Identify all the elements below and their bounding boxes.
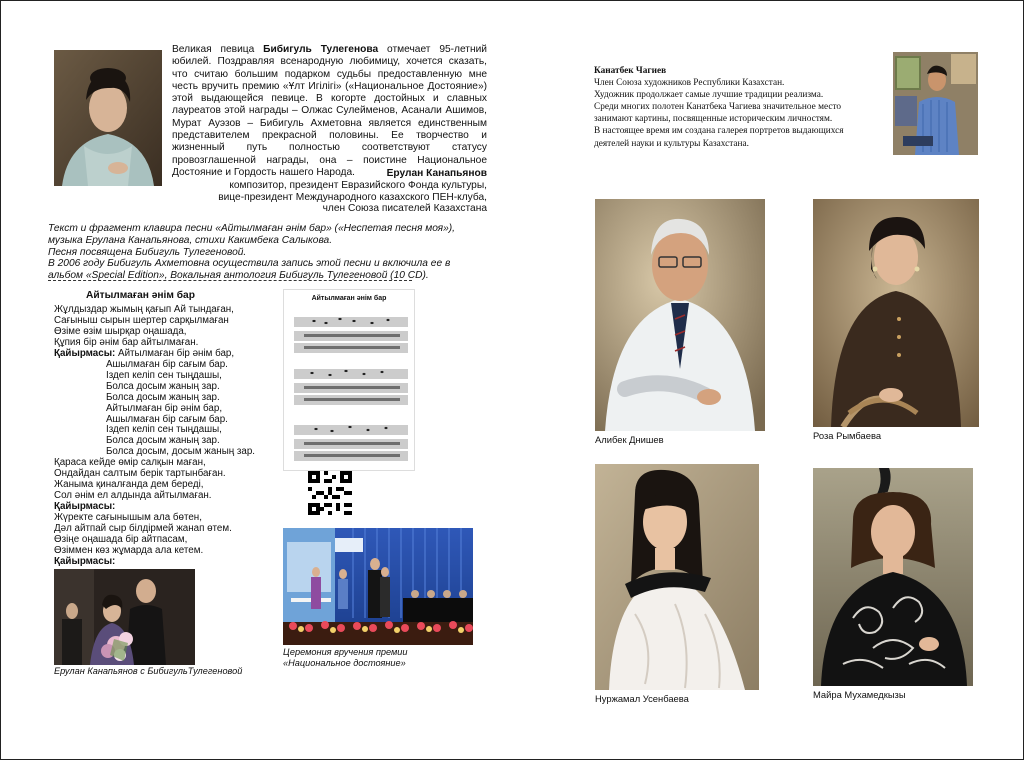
artist-bio: Канатбек Чагиев Член Союза художников Республики Казахстан. Художник продолжает самые лучшие традиции реализма. Среди многих полотен Канатбека Чагиева значительное место занимают картины, посвященные историческим личностям. В настоящее время им создана галерея портретов выдающихся деятелей науки и культуры Казахстана. — [594, 65, 874, 150]
ceremony-photo — [283, 528, 473, 645]
signature-block: Ерулан Канапьянов композитор, президент Евразийского Фонда культуры, вице-президент Международного казахского ПЕН-клуба, член Союза писателей Казахстана — [181, 168, 487, 215]
artist-photo — [893, 52, 978, 155]
singer-portrait-photo — [54, 50, 162, 186]
composer-photo-caption: Ерулан Канапьянов с БибигульТулегеновой — [54, 666, 243, 676]
dashed-divider — [48, 280, 412, 281]
chorus-label: Қайырмасы: — [54, 555, 116, 567]
composer-with-singer-photo — [54, 569, 195, 665]
portrait-maira-mukhamedkyzy — [813, 468, 973, 686]
portrait-caption-3: Нуржамал Усенбаева — [595, 693, 689, 704]
chorus-label: Қайырмасы: — [54, 347, 116, 359]
sheet-music-image — [283, 289, 415, 471]
chorus-label: Қайырмасы: — [54, 501, 116, 513]
portrait-nurzhamal-usenbaeva — [595, 464, 759, 690]
signature-name: Ерулан Канапьянов — [386, 168, 487, 179]
song-title: Айтылмаған әнім бар — [86, 290, 195, 301]
song-lyrics: Жұлдыздар жымың қағып Ай тындаған, Сағыныш сырын шертер сарқылмаған Өзіме өзім шырқар оңашада, Құпия бір әнім бар айтылмаған. Қайырмасы: Айтылмаған бір әнім бар, Ашылмаған бір сағым бар. Іздеп келіп сен тыңдашы, Болса досым жаның зар. Болса досым жаның зар. Айтылмаған бір әнім бар, Ашылмаған бір сағым бар. Іздеп келіп сен тыңдашы, Болса досым жаның зар. Болса досым, досым жаның зар. Қараса кейде өмір салқын маған, Ондайдан салтым берік тартынбаған. Жаныма қиналғанда дем береді, Сол әнім ел алдында айтылмаған. Қайырмасы: Жүректе сағынышым ала бөтен, Дәл айтпай сыр білдірмей жанап өтем. Өзіңе оңашада бір айтпасам, Өзіммен көз жұмарда ала кетем. Қайырмасы: — [54, 304, 255, 567]
portrait-caption-2: Роза Рымбаева — [813, 430, 882, 441]
ceremony-caption: Церемония вручения премии «Национальное достояние» — [283, 647, 408, 668]
artist-name: Канатбек Чагиев — [594, 66, 667, 76]
intro-paragraph: Великая певица Бибигуль Тулегенова отмечает 95-летний юбилей. Поздравляя всенародную любимицу, хочется сказать, что считаю большим подарком судьбы предоставленную мне честь вручить премию «Ұлт Игілігі» («Национальное Достояние») этой выдающейся певице. В когорте достойных и славных лауреатов этой награды – Олжас Сулейменов, Асанали Ашимов, Мурат Ауэзов – Бибигуль Ахметовна является единственным представителем прекрасной половины. Ее творчество и жизненный путь полностью соответствуют статусу провозглашенной награды, она – поистине Национальное Достояние и Гордость нашего Народа. — [172, 44, 487, 178]
song-note: Текст и фрагмент клавира песни «Айтылмаған әнім бар» («Неспетая песня моя»), музыка Ерулана Канапьянова, стихи Какимбека Салыкова. Песня посвящена Бибигуль Тулегеновой. В 2006 году Бибигуль Ахметовна осуществила запись этой песни и включила ее в альбом «Special Edition», Вокальная антология Бибигуль Тулегеновой (10 CD). — [48, 223, 455, 282]
portrait-caption-4: Майра Мухамедкызы — [813, 689, 906, 700]
score-title: Айтылмаған әнім бар — [311, 295, 387, 302]
singer-name: Бибигуль Тулегенова — [263, 44, 379, 55]
portrait-caption-1: Алибек Днишев — [595, 434, 664, 445]
portrait-alibek-dnishev — [595, 199, 765, 431]
portrait-roza-rymbaeva — [813, 199, 979, 427]
qr-code-image[interactable] — [308, 471, 352, 515]
